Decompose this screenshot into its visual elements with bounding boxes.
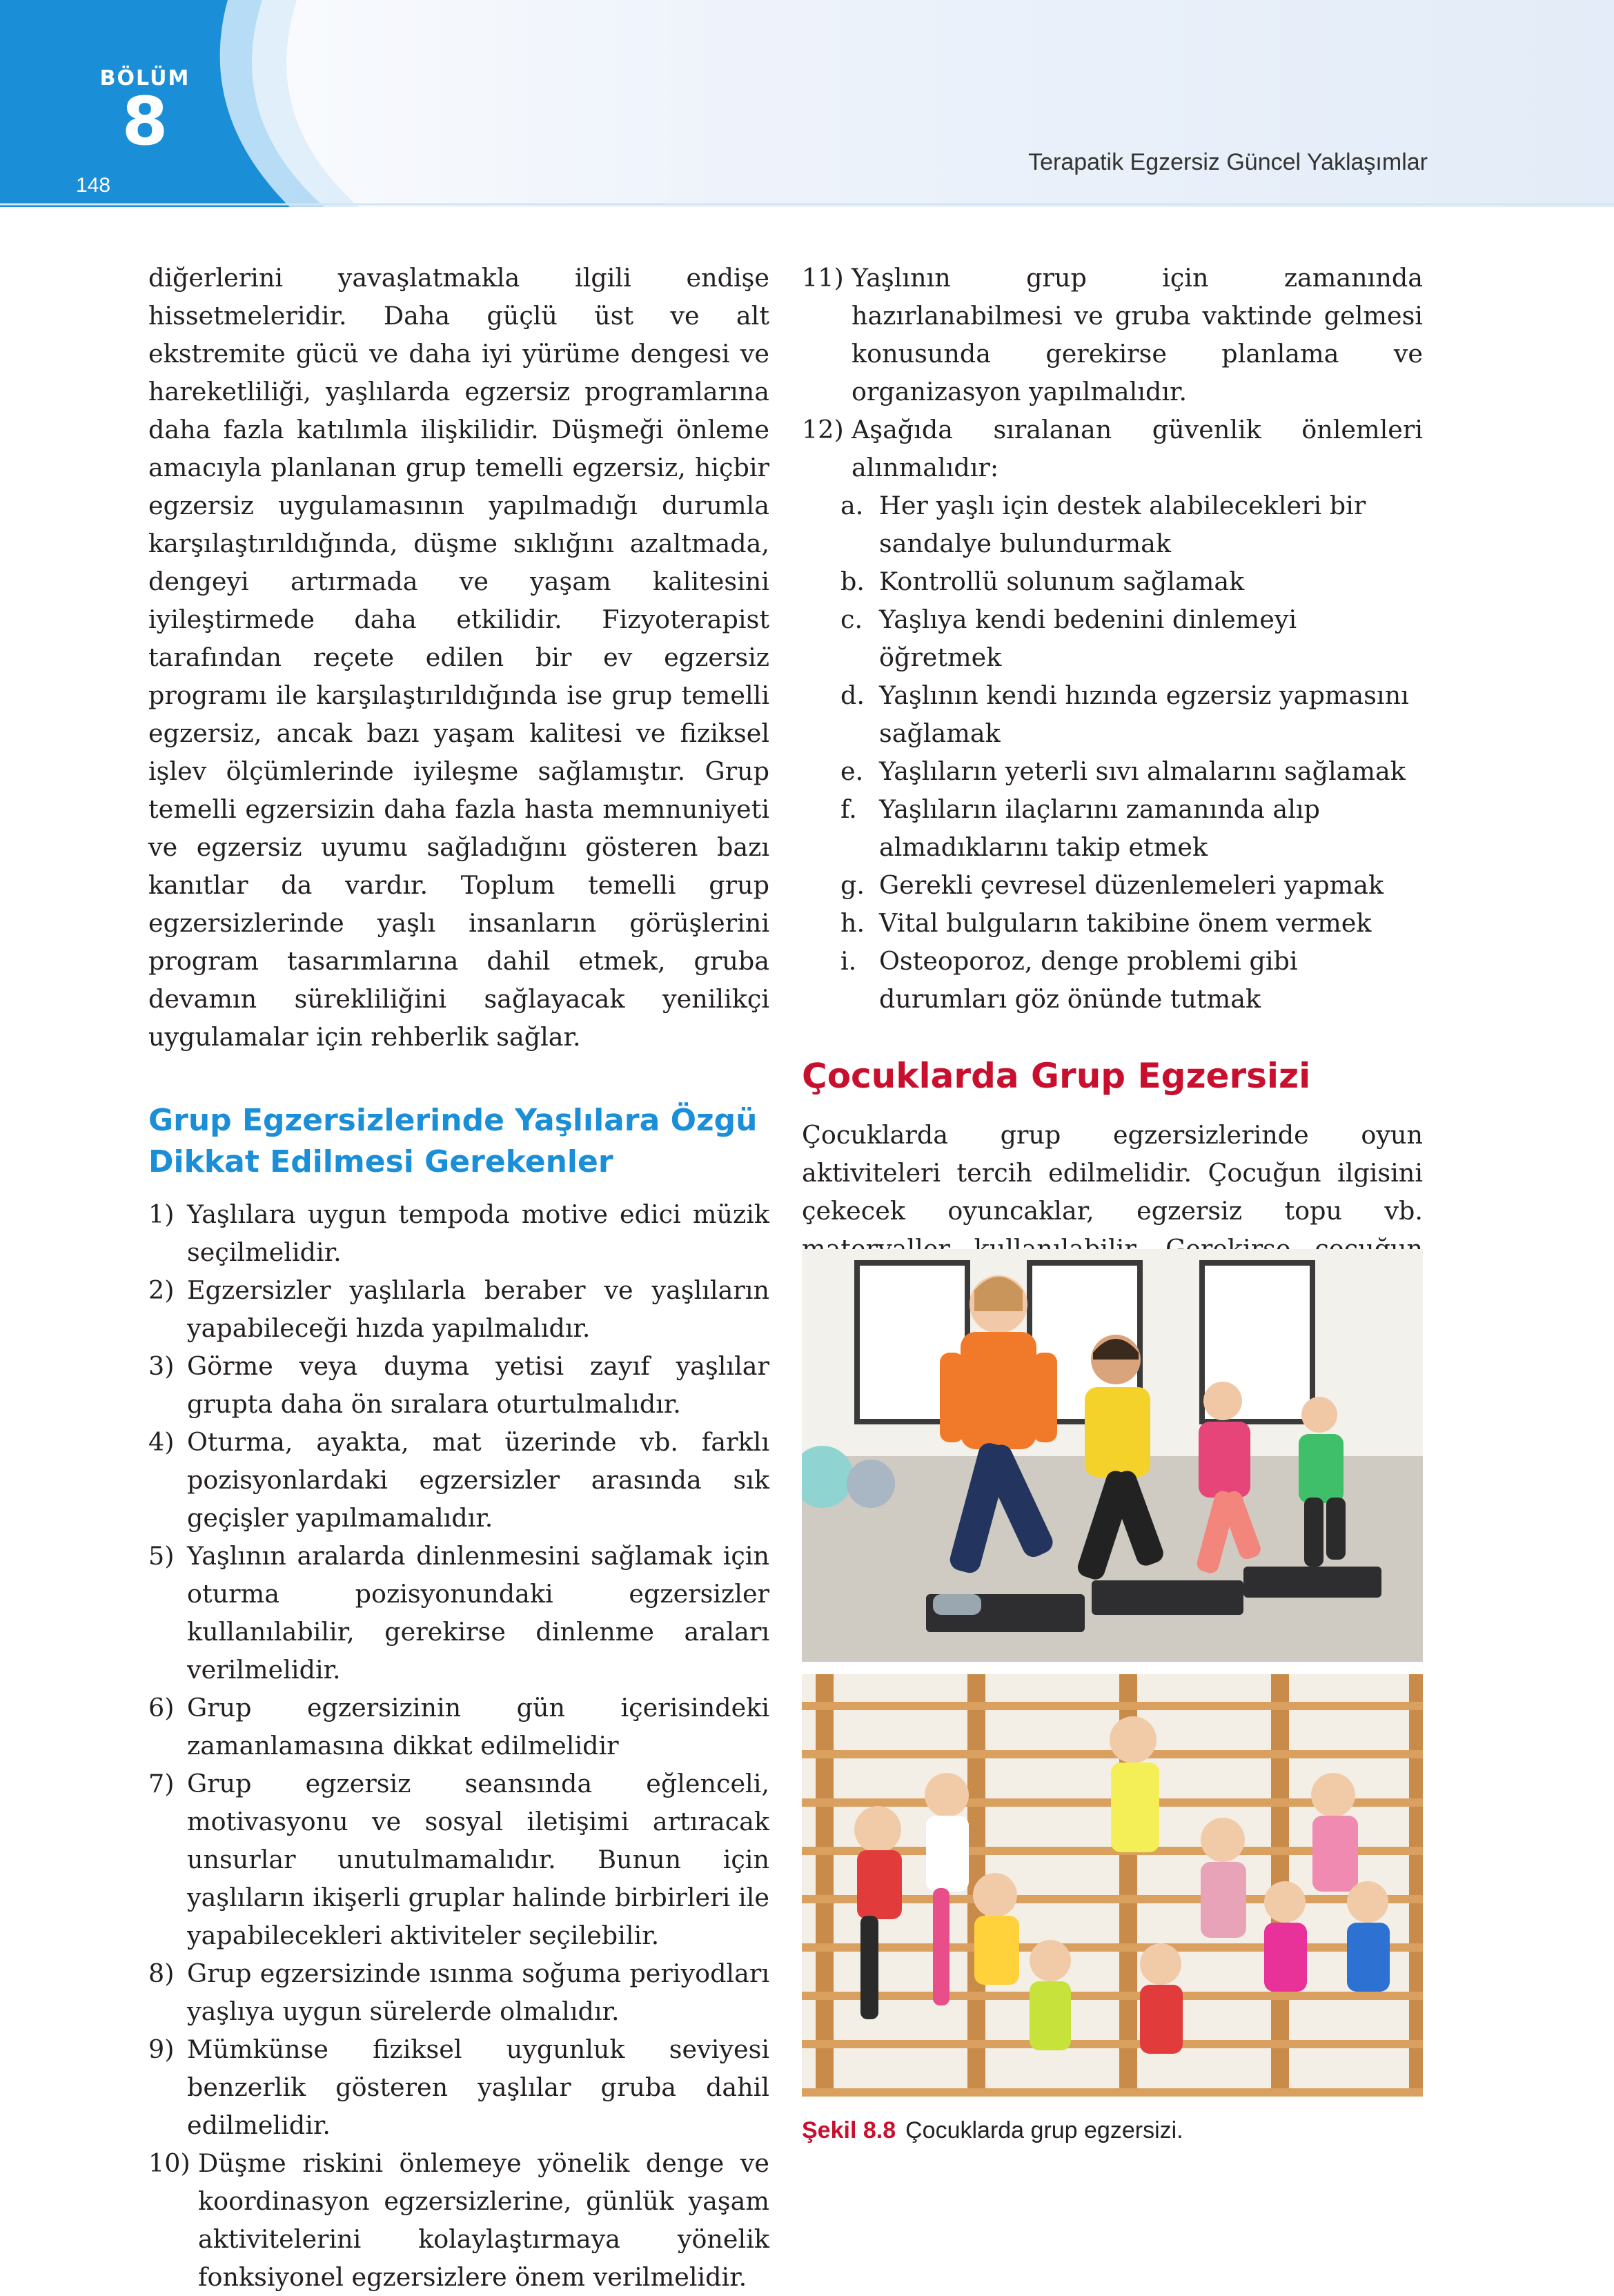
- sub-list-item: [840, 790, 1423, 866]
- sub-list-text: Yaşlıya kendi bedenini dinlemeyi öğretmek: [879, 605, 1297, 672]
- list-item-text: Düşme riskini önlemeye yönelik denge ve koordinasyon egzersizlerine, günlük yaşam aktivitelerini kolaylaştırmaya yönelik fonksiyonel egzersizlere önem verilmelidir.: [198, 2148, 769, 2292]
- sub-list-letter: d.: [840, 680, 865, 710]
- photo-step-exercise: [802, 1249, 1423, 1662]
- sub-list-text: Yaşlının kendi hızında egzersiz yapmasını sağlamak: [879, 680, 1409, 748]
- list-item-text: Yaşlılara uygun tempoda motive edici müzik seçilmelidir.: [187, 1199, 769, 1267]
- right-column: [802, 259, 1423, 1344]
- list-number: 4): [148, 1427, 175, 1457]
- list-item: [148, 2144, 769, 2296]
- list-item: [148, 2030, 769, 2144]
- sub-list-letter: e.: [840, 756, 864, 786]
- list-item: [148, 1765, 769, 1954]
- sub-list-letter: c.: [840, 605, 863, 634]
- list-item: [148, 1423, 769, 1537]
- page-number: 148: [76, 174, 111, 197]
- list-item-text: Yaşlının grup için zamanında hazırlanabilmesi ve gruba vaktinde gelmesi konusunda gerekirse planlama ve organizasyon yapılmalıdır.: [852, 263, 1423, 406]
- list-item-text: Mümkünse fiziksel uygunluk seviyesi benzerlik gösteren yaşlılar gruba dahil edilmelidir.: [187, 2034, 769, 2140]
- list-number: 5): [148, 1541, 175, 1571]
- list-item-text: Yaşlının aralarda dinlenmesini sağlamak için oturma pozisyonundaki egzersizler kullanılabilir, gerekirse dinlenme araları verilmelidir.: [187, 1541, 769, 1685]
- list-item: [802, 259, 1423, 411]
- chapter-label: BÖLÜM: [99, 66, 190, 90]
- list-number: 11): [802, 263, 844, 293]
- sub-list-text: Gerekli çevresel düzenlemeleri yapmak: [879, 870, 1384, 900]
- elderly-considerations-list-continued: [802, 259, 1423, 487]
- list-item-text: Grup egzersizinde ısınma soğuma periyodları yaşlıya uygun sürelerde olmalıdır.: [187, 1959, 769, 2026]
- list-number: 6): [148, 1693, 175, 1723]
- elderly-considerations-list: [148, 1195, 769, 2296]
- list-number: 2): [148, 1275, 175, 1305]
- sub-list-item: [840, 942, 1423, 1018]
- section-title-elderly: [148, 1100, 769, 1183]
- list-item-text: Oturma, ayakta, mat üzerinde vb. farklı pozisyonlardaki egzersizler arasında sık geçişler yapılmamalıdır.: [187, 1427, 769, 1533]
- sub-list-text: Yaşlıların ilaçlarını zamanında alıp almadıklarını takip etmek: [879, 794, 1320, 862]
- list-item: [148, 1271, 769, 1347]
- figure-caption: [802, 2117, 1183, 2144]
- list-item-text: Grup egzersiz seansında eğlenceli, motivasyonu ve sosyal iletişimi artıracak unsurlar unutulmamalıdır. Bunun için yaşlıların ikişerli gruplar halinde birbirleri ile yapabilecekleri aktiviteler seçilebilir.: [187, 1769, 769, 1950]
- figure-label: Şekil 8.8: [802, 2117, 896, 2143]
- list-number: 7): [148, 1769, 175, 1798]
- running-head: Terapatik Egzersiz Güncel Yaklaşımlar: [1028, 149, 1428, 175]
- list-item: [148, 1347, 769, 1423]
- sub-list-text: Kontrollü solunum sağlamak: [879, 567, 1245, 596]
- sub-list-item: [840, 487, 1423, 562]
- list-item: [148, 1954, 769, 2030]
- page-number-tab: [0, 168, 131, 200]
- sub-list-letter: i.: [840, 946, 857, 976]
- sub-list-letter: h.: [840, 908, 865, 938]
- list-item-text: Aşağıda sıralanan güvenlik önlemleri alınmalıdır:: [852, 415, 1423, 482]
- list-item-text: Egzersizler yaşlılarla beraber ve yaşlıların yapabileceği hızda yapılmalıdır.: [187, 1275, 769, 1343]
- sub-list-letter: f.: [840, 794, 857, 824]
- sub-list-letter: b.: [840, 567, 865, 596]
- sub-list-letter: a.: [840, 491, 864, 520]
- sub-list-text: Yaşlıların yeterli sıvı almalarını sağlamak: [879, 756, 1406, 786]
- list-number: 10): [148, 2148, 190, 2178]
- sub-list-item: [840, 866, 1423, 904]
- list-number: 9): [148, 2034, 175, 2064]
- list-item: [802, 411, 1423, 487]
- photo-wall-bars: [802, 1674, 1423, 2097]
- sub-list-letter: g.: [840, 870, 865, 900]
- sub-list-item: [840, 600, 1423, 676]
- list-number: 8): [148, 1959, 175, 1988]
- list-number: 3): [148, 1351, 175, 1381]
- sub-list-item: [840, 904, 1423, 942]
- sub-list-item: [840, 676, 1423, 752]
- list-item-text: Görme veya duyma yetisi zayıf yaşlılar grupta daha ön sıralara oturtulmalıdır.: [187, 1351, 769, 1419]
- list-item: [148, 1195, 769, 1271]
- sub-list-text: Her yaşlı için destek alabilecekleri bir sandalye bulundurmak: [879, 491, 1366, 558]
- sub-list-text: Osteoporoz, denge problemi gibi durumları göz önünde tutmak: [879, 946, 1298, 1014]
- figure-caption-text: Çocuklarda grup egzersizi.: [905, 2117, 1183, 2143]
- section-title-line: Dikkat Edilmesi Gerekenler: [148, 1144, 613, 1179]
- sub-list-item: [840, 752, 1423, 790]
- children-paragraph: Çocuklarda grup egzersizlerinde oyun aktiviteleri tercih edilmelidir. Çocuğun ilgisini çekecek oyuncaklar, egzersiz topu vb.: [802, 1120, 1423, 1226]
- chapter-number: 8: [121, 83, 168, 160]
- safety-measures-list: [802, 487, 1423, 1018]
- list-item: [148, 1537, 769, 1689]
- list-item-text: Grup egzersizinin gün içerisindeki zamanlamasına dikkat edilmelidir: [187, 1693, 769, 1760]
- intro-paragraph: diğerlerini yavaşlatmakla ilgili endişe hissetmeleridir. Daha güçlü üst ve alt ekstremite gücü ve daha iyi yürüme dengesi ve hareketliliği, yaşlılarda egzersiz programlarına daha fazla katılımla ilişkilidir. Düşmeği önleme amacıyla planlanan grup temelli egzersiz, hiçbir egzersiz uygulamasının yapılmadığı durumla karşılaştırıldığında, düşme sıklığını azaltmada, dengeyi artırmada ve yaşam kalitesini iyileştirmede daha etkilidir. Fizyoterapist tarafından reçete edilen bir ev egzersiz programı ile karşılaştırıldığında ise grup temelli egzersiz, ancak bazı yaşam kalitesi ve fiziksel işlev ölçümlerinde iyileşme sağlamıştır. Grup temelli egzersizin daha fazla hasta memnuniyeti ve egzersiz uyumu sağladığını gösteren bazı kanıtlar da vardır. Toplum temelli grup egzersizlerinde yaşlı insanların görüşlerini program tasarımlarına dahil etmek, gruba devamın sürekliliğini sağlayacak yenilikçi uygulamalar için rehberlik sağlar.: [148, 263, 769, 1052]
- section-title-children: Çocuklarda Grup Egzersizi: [802, 1056, 1311, 1096]
- section-title-line: Grup Egzersizlerinde Yaşlılara Özgü: [148, 1103, 758, 1138]
- sub-list-item: [840, 562, 1423, 600]
- left-column: [148, 259, 769, 2296]
- list-number: 12): [802, 415, 844, 444]
- list-item: [148, 1689, 769, 1765]
- list-number: 1): [148, 1199, 175, 1229]
- sub-list-text: Vital bulguların takibine önem vermek: [879, 908, 1372, 938]
